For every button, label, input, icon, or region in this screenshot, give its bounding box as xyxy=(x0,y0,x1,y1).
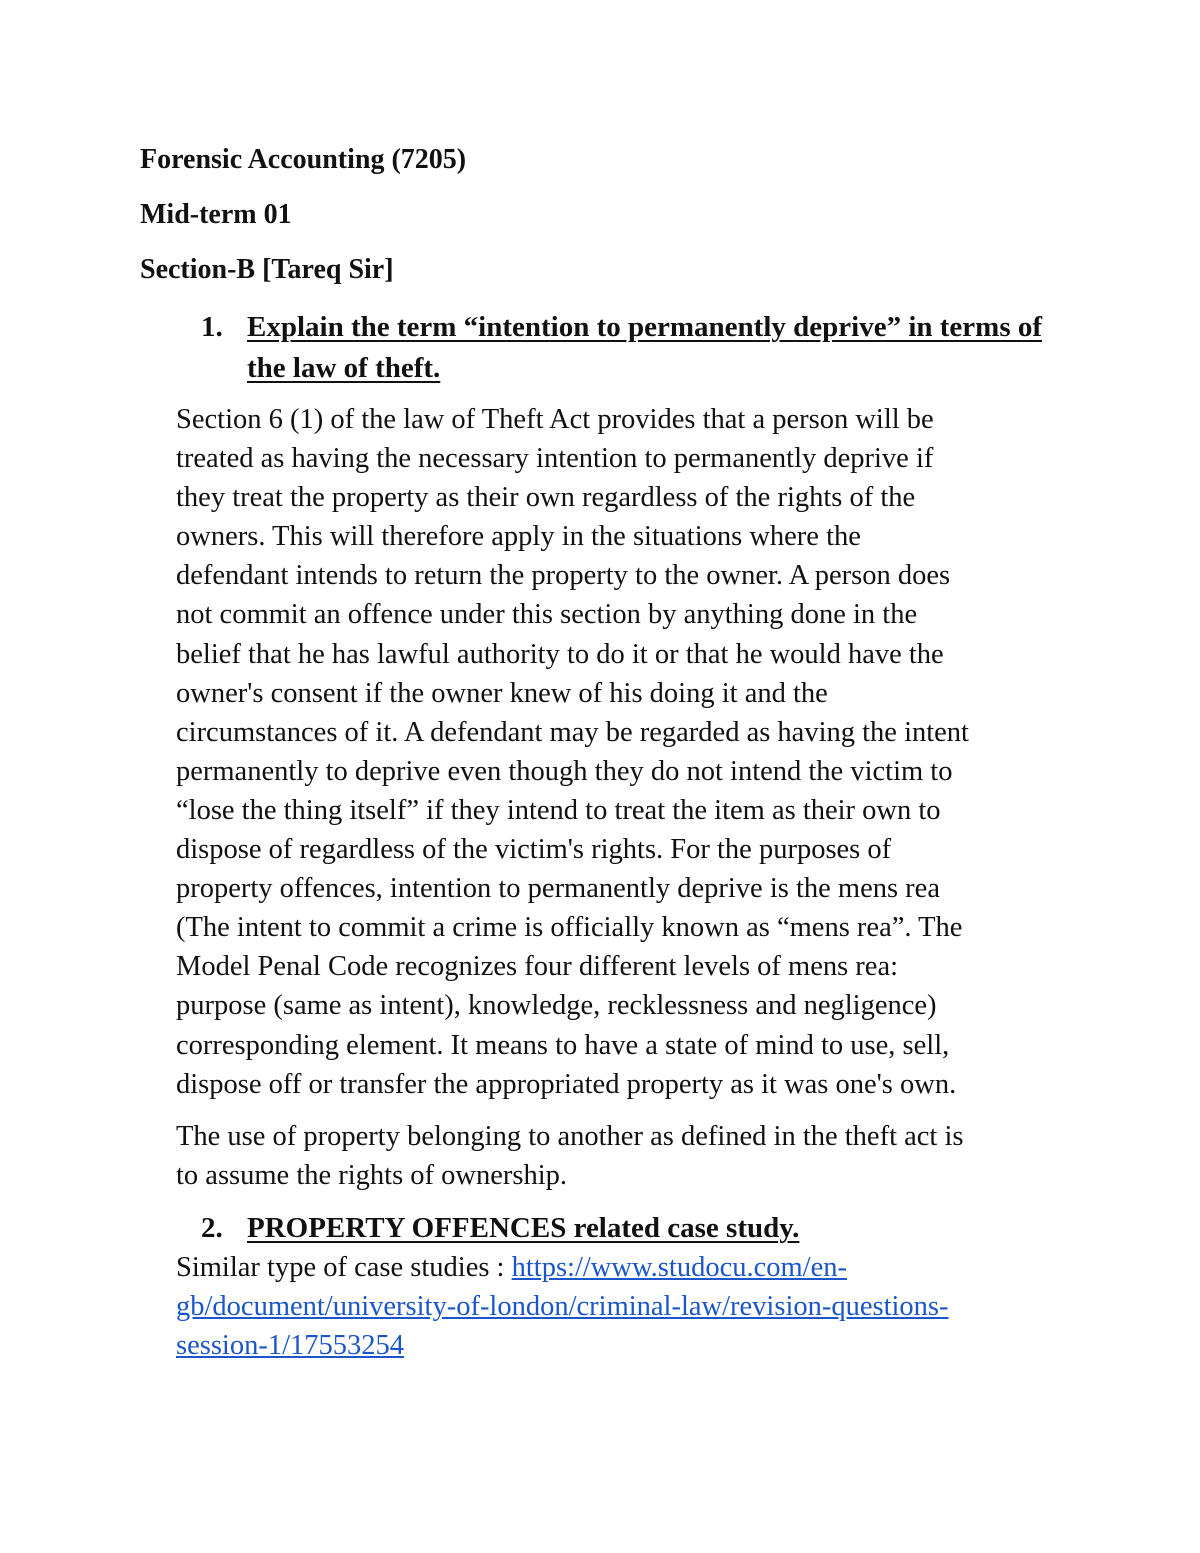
answer-line: Section 6 (1) of the law of Theft Act provides that a person will be xyxy=(176,404,934,435)
question-2-number: 2. xyxy=(201,1212,223,1244)
case-study-link-part-2[interactable]: gb/document/university-of-london/criminal-law/revision-questions- xyxy=(176,1291,949,1323)
answer-line: permanently to deprive even though they do not intend the victim to xyxy=(176,755,953,787)
answer-line: dispose off or transfer the appropriated property as it was one's own. xyxy=(176,1068,957,1100)
answer-line: defendant intends to return the property to the owner. A person does xyxy=(176,560,951,592)
answer-line: belief that he has lawful authority to do it or that he would have the xyxy=(176,638,944,670)
answer-line: to assume the rights of ownership. xyxy=(176,1160,568,1192)
case-studies-label: Similar type of case studies : xyxy=(176,1252,512,1283)
answer-1-paragraph-2 xyxy=(176,1117,1081,1195)
answer-line: Model Penal Code recognizes four different levels of mens rea: xyxy=(176,951,899,983)
section-title: Section-B [Tareq Sir] xyxy=(140,254,394,285)
answer-line: owner's consent if the owner knew of his doing it and the xyxy=(176,677,828,709)
question-2-text: PROPERTY OFFENCES related case study. xyxy=(247,1212,800,1244)
answer-1-paragraph xyxy=(176,400,1081,1104)
question-2 xyxy=(201,1208,1085,1249)
answer-line: The use of property belonging to another as defined in the theft act is xyxy=(176,1121,964,1152)
answer-line: not commit an offence under this section by anything done in the xyxy=(176,599,918,631)
case-study-link-part-3[interactable]: session-1/17553254 xyxy=(176,1330,404,1362)
answer-line: purpose (same as intent), knowledge, recklessness and negligence) xyxy=(176,990,937,1022)
answer-line: corresponding element. It means to have a state of mind to use, sell, xyxy=(176,1029,950,1061)
answer-line: “lose the thing itself” if they intend to treat the item as their own to xyxy=(176,794,941,826)
question-1-text: Explain the term “intention to permanently deprive” in terms of the law of theft. xyxy=(247,311,1043,384)
answer-line: they treat the property as their own regardless of the rights of the xyxy=(176,482,916,514)
question-1-number: 1. xyxy=(201,311,223,343)
answer-line: circumstances of it. A defendant may be regarded as having the intent xyxy=(176,716,969,748)
answer-2-paragraph xyxy=(176,1248,1081,1365)
answer-line: dispose of regardless of the victim's rights. For the purposes of xyxy=(176,834,892,866)
course-title: Forensic Accounting (7205) xyxy=(140,144,467,175)
answer-line: owners. This will therefore apply in the situations where the xyxy=(176,521,861,553)
case-study-link-part-1[interactable]: https://www.studocu.com/en- xyxy=(511,1252,847,1283)
answer-line: treated as having the necessary intention to permanently deprive if xyxy=(176,443,934,475)
answer-line: (The intent to commit a crime is officially known as “mens rea”. The xyxy=(176,912,963,944)
question-1 xyxy=(201,307,1085,389)
exam-title: Mid-term 01 xyxy=(140,199,292,230)
answer-line: property offences, intention to permanently deprive is the mens rea xyxy=(176,873,940,905)
